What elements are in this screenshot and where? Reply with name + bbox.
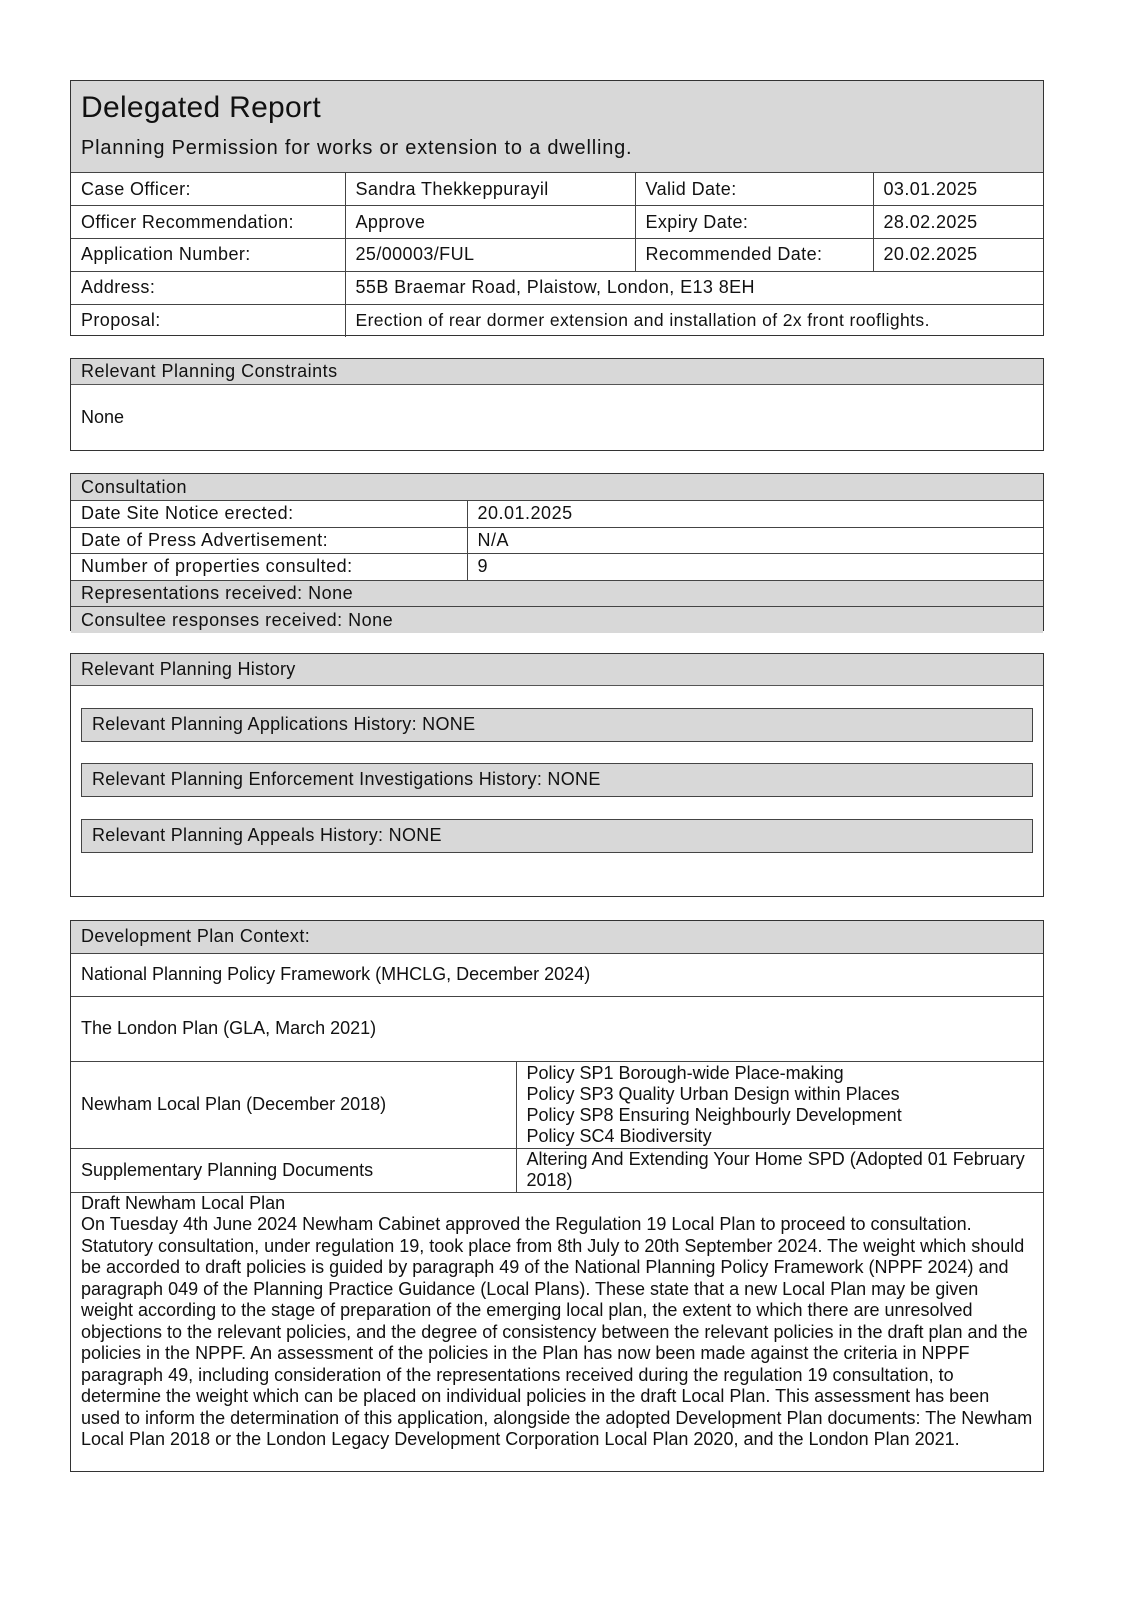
consultee-responses: Consultee responses received: None (71, 607, 1043, 634)
spd-label: Supplementary Planning Documents (71, 1148, 516, 1192)
development-plan-table (71, 921, 1043, 1451)
press-advert-value: N/A (467, 527, 1043, 554)
table-row (71, 501, 1043, 528)
table-row (71, 271, 1043, 304)
recommendation-label: Officer Recommendation: (71, 206, 345, 239)
report-title: Delegated Report (81, 91, 321, 124)
table-row (71, 953, 1043, 996)
consultation-section (70, 473, 1044, 631)
address-label: Address: (71, 271, 345, 304)
local-plan-label: Newham Local Plan (December 2018) (71, 1061, 516, 1148)
recommended-date-value: 20.02.2025 (873, 239, 1043, 272)
report-header-box (70, 80, 1044, 336)
expiry-date-label: Expiry Date: (635, 206, 873, 239)
nppf-reference: National Planning Policy Framework (MHCLG, December 2024) (71, 953, 1043, 996)
constraints-value: None (81, 407, 125, 427)
consultation-heading: Consultation (71, 474, 1043, 501)
recommended-date-label: Recommended Date: (635, 239, 873, 272)
table-row (71, 996, 1043, 1061)
representations-received: Representations received: None (71, 580, 1043, 607)
properties-consulted-label: Number of properties consulted: (71, 554, 467, 581)
table-row (71, 304, 1043, 337)
table-row (71, 173, 1043, 206)
draft-local-plan-text: On Tuesday 4th June 2024 Newham Cabinet approved the Regulation 19 Local Plan to proceed to consultation. Statutory consultation, under regulation 19, took place from 8th July to 20th September 2024. The weight which should be accorded to draft policies is guided by paragraph 49 of the National Planning Policy Framework (NPPF 2024) and paragraph 049 of the Planning Practice Guidance (Local Plans). These state that a new Local Plan may be given weight according to the stage of preparation of the emerging local plan, the extent to which there are unresolved objections to the relevant policies, and the degree of consistency between the relevant policies in the draft plan and the policies in the NPPF. An assessment of the policies in the Plan has now been made against the criteria in NPPF paragraph 49, including consideration of the representations received during the regulation 19 consultation, to determine the weight which can be placed on individual policies in the draft Local Plan. This assessment has been used to inform the determination of this application, alongside the adopted Development Plan documents: The Newham Local Plan 2018 or the London Legacy Development Corporation Local Plan 2020, and the London Plan 2021. (81, 1214, 1033, 1449)
table-row (71, 206, 1043, 239)
table-row (71, 921, 1043, 953)
table-row (71, 1061, 1043, 1148)
application-details-table (71, 173, 1043, 337)
site-notice-label: Date Site Notice erected: (71, 501, 467, 528)
case-officer-label: Case Officer: (71, 173, 345, 206)
spd-value: Altering And Extending Your Home SPD (Adopted 01 February 2018) (516, 1148, 1043, 1192)
consultation-table (71, 474, 1043, 633)
address-value: 55B Braemar Road, Plaistow, London, E13 8EH (345, 271, 1043, 304)
development-plan-section (70, 920, 1044, 1472)
table-row (71, 554, 1043, 581)
applications-history: Relevant Planning Applications History: NONE (81, 708, 1033, 742)
constraints-heading: Relevant Planning Constraints (71, 359, 1043, 385)
case-officer-value: Sandra Thekkeppurayil (345, 173, 635, 206)
policy-item: Policy SP8 Ensuring Neighbourly Development (526, 1104, 902, 1125)
draft-local-plan (71, 1192, 1043, 1451)
local-plan-policies (516, 1061, 1043, 1148)
valid-date-value: 03.01.2025 (873, 173, 1043, 206)
table-row (71, 474, 1043, 501)
recommendation-value: Approve (345, 206, 635, 239)
properties-consulted-value: 9 (467, 554, 1043, 581)
constraints-section (70, 358, 1044, 451)
development-plan-heading: Development Plan Context: (71, 921, 1043, 953)
application-number-value: 25/00003/FUL (345, 239, 635, 272)
expiry-date-value: 28.02.2025 (873, 206, 1043, 239)
application-number-label: Application Number: (71, 239, 345, 272)
table-row (71, 1148, 1043, 1192)
enforcement-history: Relevant Planning Enforcement Investigations History: NONE (81, 763, 1033, 797)
policy-item: Policy SC4 Biodiversity (526, 1125, 712, 1146)
table-row (71, 239, 1043, 272)
appeals-history: Relevant Planning Appeals History: NONE (81, 819, 1033, 853)
table-row (71, 607, 1043, 634)
table-row (71, 580, 1043, 607)
london-plan-reference: The London Plan (GLA, March 2021) (71, 996, 1043, 1061)
policy-item: Policy SP1 Borough-wide Place-making (526, 1062, 844, 1083)
report-title-panel (71, 81, 1043, 173)
draft-local-plan-heading: Draft Newham Local Plan (81, 1192, 286, 1213)
report-subtitle: Planning Permission for works or extension to a dwelling. (81, 137, 633, 159)
proposal-value: Erection of rear dormer extension and installation of 2x front rooflights. (345, 304, 1043, 337)
planning-history-section (70, 653, 1044, 897)
planning-history-heading: Relevant Planning History (71, 654, 1043, 686)
table-row (71, 1192, 1043, 1451)
policy-item: Policy SP3 Quality Urban Design within Places (526, 1083, 900, 1104)
site-notice-value: 20.01.2025 (467, 501, 1043, 528)
table-row (71, 527, 1043, 554)
valid-date-label: Valid Date: (635, 173, 873, 206)
press-advert-label: Date of Press Advertisement: (71, 527, 467, 554)
proposal-label: Proposal: (71, 304, 345, 337)
